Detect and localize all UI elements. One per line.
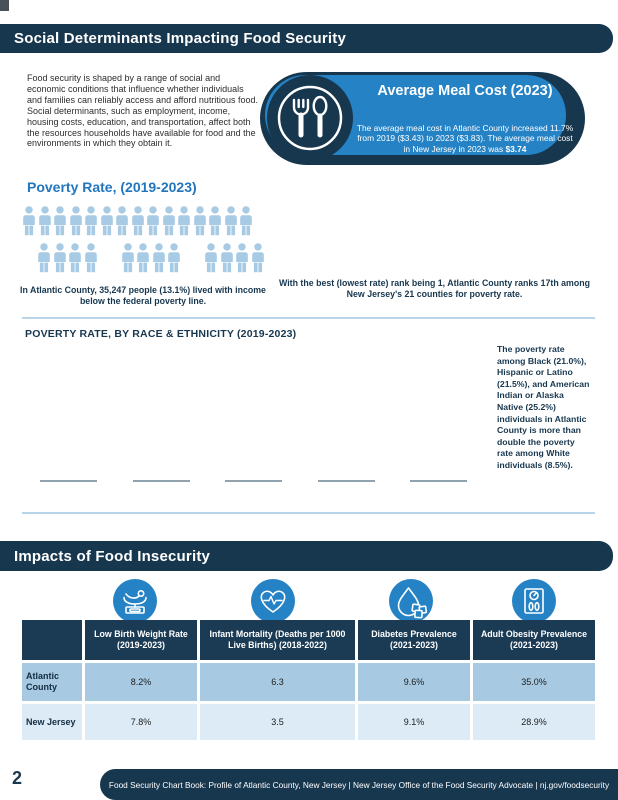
person-icon: [115, 206, 129, 239]
person-icon: [53, 243, 67, 276]
droplet-sugar-icon: [389, 579, 433, 623]
footer-text: Food Security Chart Book: Profile of Atlantic County, New Jersey | New Jersey Office of the Food Security Advocate | nj.gov/foodsecurity: [108, 779, 610, 790]
meal-cost-text: The average meal cost in Atlantic County increased 11.7% from 2019 ($3.43) to 2023 ($3.83). The average meal cost in New Jersey in 2023 was: [356, 123, 574, 154]
person-icon: [37, 243, 51, 276]
person-icon: [53, 206, 67, 239]
divider-line: [22, 317, 595, 319]
fork-and-spoon-icon: [266, 74, 354, 167]
table-header-cell: Infant Mortality (Deaths per 1000 Live Births) (2018-2022): [200, 620, 355, 660]
meal-cost-body: [356, 123, 574, 154]
chart-baseline: [40, 480, 97, 482]
person-icon: [69, 206, 83, 239]
weight-scale-icon: [512, 579, 556, 623]
table-header-cell: Low Birth Weight Rate (2019-2023): [85, 620, 197, 660]
table-value-cell: 3.5: [200, 704, 355, 740]
person-icon: [68, 243, 82, 276]
chart-baseline: [133, 480, 190, 482]
pictogram-group: [121, 243, 182, 276]
table-header-cell: Adult Obesity Prevalence (2021-2023): [473, 620, 595, 660]
table-header-cell: Diabetes Prevalence (2021-2023): [358, 620, 470, 660]
race-ethnicity-chart-title: POVERTY RATE, BY RACE & ETHNICITY (2019-2023): [25, 328, 297, 340]
person-icon: [235, 243, 249, 276]
person-icon: [136, 243, 150, 276]
baby-scale-icon: [113, 579, 157, 623]
person-icon: [38, 206, 52, 239]
average-meal-cost-card: [260, 72, 585, 165]
person-icon: [220, 243, 234, 276]
chart-baseline: [410, 480, 467, 482]
race-ethnicity-chart-baselines: [40, 480, 467, 482]
poverty-pictogram: [22, 206, 272, 276]
person-icon: [224, 206, 238, 239]
meal-cost-title: Average Meal Cost (2023): [377, 83, 553, 99]
heart-pulse-icon: [251, 579, 295, 623]
section-header-impacts: [0, 541, 613, 571]
section-title: Impacts of Food Insecurity: [14, 547, 211, 565]
table-value-cell: 9.6%: [358, 663, 470, 701]
table-value-cell: 28.9%: [473, 704, 595, 740]
person-icon: [100, 206, 114, 239]
person-icon: [208, 206, 222, 239]
table-value-cell: 7.8%: [85, 704, 197, 740]
table-header-cell: [22, 620, 82, 660]
table-value-cell: 6.3: [200, 663, 355, 701]
poverty-rank-note: With the best (lowest rate) rank being 1, Atlantic County ranks 17th among New Jersey's 21 counties for poverty rate.: [279, 278, 590, 299]
table-value-cell: 35.0%: [473, 663, 595, 701]
pictogram-group: [204, 243, 265, 276]
person-icon: [121, 243, 135, 276]
corner-mark: [0, 0, 9, 11]
person-icon: [167, 243, 181, 276]
page-number: 2: [12, 768, 23, 788]
chart-baseline: [318, 480, 375, 482]
pictogram-group: [37, 243, 98, 276]
table-value-cell: 8.2%: [85, 663, 197, 701]
person-icon: [152, 243, 166, 276]
section-title: Social Determinants Impacting Food Security: [14, 30, 347, 47]
person-icon: [204, 243, 218, 276]
person-icon: [251, 243, 265, 276]
person-icon: [84, 243, 98, 276]
divider-line: [22, 512, 595, 514]
section-header-social-determinants: [0, 24, 613, 53]
person-icon: [22, 206, 36, 239]
person-icon: [84, 206, 98, 239]
table-row-label: New Jersey: [22, 704, 82, 740]
race-ethnicity-annotation: The poverty rate among Black (21.0%), Hispanic or Latino (21.5%), and American Indian or Alaska Native (25.2%) individuals in Atlantic County is more than double the poverty rate among White individuals (8.5%).: [497, 344, 590, 470]
person-icon: [162, 206, 176, 239]
intro-paragraph: Food security is shaped by a range of social and economic conditions that influence whether individuals and families can reliably access and afford nutritious food. Social determinants, such as employment, income, housing costs, education, and transportation, affect both the resources households have available for food and the environments in which they obtain it.: [27, 73, 258, 149]
pictogram-row-1: [22, 206, 272, 239]
pictogram-caption: In Atlantic County, 35,247 people (13.1%) lived with income below the federal poverty line.: [20, 285, 266, 306]
pictogram-row-2: [37, 243, 272, 276]
person-icon: [193, 206, 207, 239]
table-row-label: Atlantic County: [22, 663, 82, 701]
person-icon: [146, 206, 160, 239]
poverty-rate-heading: Poverty Rate, (2019-2023): [27, 179, 197, 195]
table-value-cell: 9.1%: [358, 704, 470, 740]
chart-baseline: [225, 480, 282, 482]
person-icon: [131, 206, 145, 239]
impacts-table: [22, 620, 595, 740]
footer-bar: [100, 769, 618, 800]
meal-cost-value: $3.74: [505, 143, 527, 154]
person-icon: [239, 206, 253, 239]
person-icon: [177, 206, 191, 239]
